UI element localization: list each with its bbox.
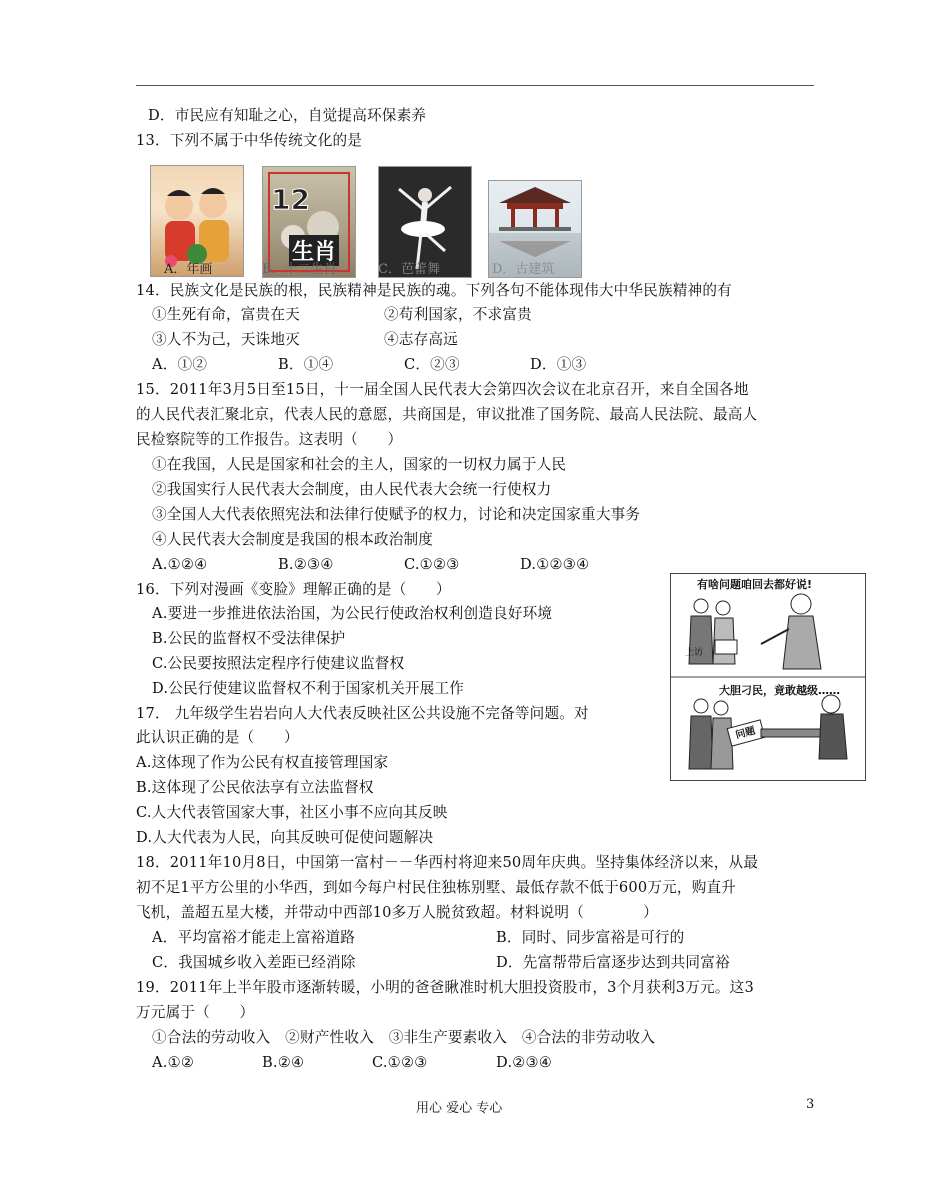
q13-caption-b: B．十二生肖: [262, 262, 337, 277]
q14-option-d: D．①③: [530, 356, 587, 373]
q15-item-4: ④人民代表大会制度是我国的根本政治制度: [152, 531, 434, 548]
q14-option-b: B．①④: [278, 356, 334, 373]
q18-option-b: B．同时、同步富裕是可行的: [496, 929, 685, 946]
q13-caption-d: D．古建筑: [492, 262, 555, 277]
q14-option-c: C．②③: [404, 356, 460, 373]
q15-item-2: ②我国实行人民代表大会制度，由人民代表大会统一行使权力: [152, 481, 552, 498]
cartoon-drawing: [671, 574, 865, 780]
q14-item-4: ④志存高远: [384, 331, 458, 348]
q19-stem-2: 万元属于（ ）: [136, 1004, 255, 1021]
q14-stem: 14．民族文化是民族的根，民族精神是民族的魂。下列各句不能体现伟大中华民族精神的有: [136, 282, 732, 299]
q19-option-b: B.②④: [262, 1054, 305, 1071]
q18-stem-2: 初不足1平方公里的小华西，到如今每户村民住独栋别墅、最低存款不低于600万元，购直升: [136, 879, 737, 896]
q15-item-1: ①在我国，人民是国家和社会的主人，国家的一切权力属于人民: [152, 456, 567, 473]
cartoon-sign-wenti: 问题: [734, 725, 757, 742]
q18-stem-1: 18．2011年10月8日，中国第一富村－－华西村将迎来50周年庆典。坚持集体经济以来，从最: [136, 854, 759, 871]
q14-item-3: ③人不为己，天诛地灭: [152, 331, 300, 348]
footer-motto: 用心 爱心 专心: [416, 1101, 503, 1116]
cartoon-bianlian: [670, 573, 866, 781]
q15-option-d: D.①②③④: [520, 556, 590, 573]
q15-stem-3: 民检察院等的工作报告。这表明（ ）: [136, 431, 403, 448]
q16-option-a: A.要进一步推进依法治国，为公民行使政治权利创造良好环境: [152, 605, 553, 622]
q12-option-d: D．市民应有知耻之心，自觉提高环保素养: [148, 107, 427, 124]
q19-option-a: A.①②: [152, 1054, 195, 1071]
q18-option-d: D．先富帮带后富逐步达到共同富裕: [496, 954, 730, 971]
q18-option-a: A．平均富裕才能走上富裕道路: [152, 929, 356, 946]
q14-item-2: ②苟利国家，不求富贵: [384, 306, 532, 323]
q19-items: ①合法的劳动收入 ②财产性收入 ③非生产要素收入 ④合法的非劳动收入: [152, 1029, 655, 1046]
q19-option-d: D.②③④: [496, 1054, 553, 1071]
header-rule: [136, 85, 814, 86]
cartoon-top-caption: 有啥问题咱回去都好说!: [697, 578, 813, 591]
q18-stem-3: 飞机，盖超五星大楼，并带动中西部10多万人脱贫致超。材料说明（ ）: [136, 904, 658, 921]
q14-option-a: A．①②: [152, 356, 208, 373]
q15-option-c: C.①②③: [404, 556, 460, 573]
q17-option-a: A.这体现了作为公民有权直接管理国家: [136, 754, 389, 771]
q16-option-b: B.公民的监督权不受法律保护: [152, 630, 346, 647]
q15-option-a: A.①②④: [152, 556, 208, 573]
q13-stem: 13．下列不属于中华传统文化的是: [136, 132, 363, 149]
q19-option-c: C.①②③: [372, 1054, 428, 1071]
cartoon-bottom-caption: 大胆刁民，竟敢越级……: [719, 684, 840, 697]
q13-caption-c: C．芭蕾舞: [378, 262, 440, 277]
q15-stem-1: 15．2011年3月5日至15日，十一届全国人民代表大会第四次会议在北京召开，来自全国各地: [136, 381, 749, 398]
q19-stem-1: 19．2011年上半年股市逐渐转暖，小明的爸爸瞅准时机大胆投资股市，3个月获利3万元。这3: [136, 979, 754, 996]
page-number: 3: [806, 1097, 815, 1112]
q15-item-3: ③全国人大代表依照宪法和法律行使赋予的权力，讨论和决定国家重大事务: [152, 506, 641, 523]
q17-option-b: B.这体现了公民依法享有立法监督权: [136, 779, 374, 796]
q17-option-d: D.人大代表为人民，向其反映可促使问题解决: [136, 829, 434, 846]
q18-option-c: C．我国城乡收入差距已经消除: [152, 954, 356, 971]
q13-caption-a: A．年画: [164, 262, 213, 277]
cartoon-sign-shangfang: 上访: [685, 648, 704, 658]
q17-option-c: C.人大代表管国家大事，社区小事不应向其反映: [136, 804, 448, 821]
q16-stem: 16．下列对漫画《变脸》理解正确的是（ ）: [136, 581, 451, 598]
q17-stem-1: 17． 九年级学生岩岩向人大代表反映社区公共设施不完备等问题。对: [136, 705, 589, 722]
zodiac-number: 12: [271, 183, 310, 216]
q17-stem-2: 此认识正确的是（ ）: [136, 729, 299, 746]
q14-item-1: ①生死有命，富贵在天: [152, 306, 300, 323]
q15-option-b: B.②③④: [278, 556, 334, 573]
q15-stem-2: 的人民代表汇聚北京，代表人民的意愿，共商国是，审议批准了国务院、最高人民法院、最高人: [136, 406, 758, 423]
q16-option-c: C.公民要按照法定程序行使建议监督权: [152, 655, 405, 672]
zodiac-word: 生肖: [289, 235, 339, 266]
q16-option-d: D.公民行使建议监督权不利于国家机关开展工作: [152, 680, 465, 697]
